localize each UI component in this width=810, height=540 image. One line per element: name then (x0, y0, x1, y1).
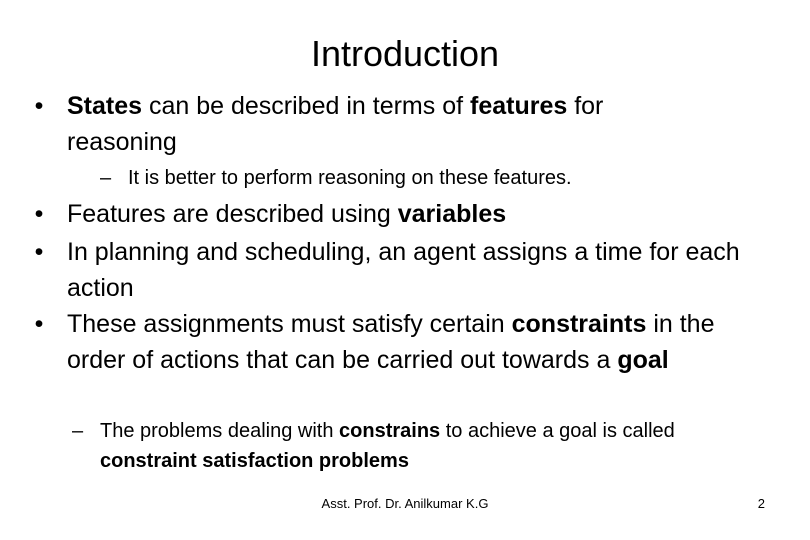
bullet-marker: • (34, 92, 44, 120)
bullet-item (34, 196, 767, 232)
bullet-text: In planning and scheduling, an agent assigns a time for each action (67, 238, 740, 302)
bullet-text: Features are described using (67, 200, 398, 228)
slide-title: Introduction (310, 33, 500, 74)
sub-bullet-text-bold: constraint satisfaction problems (100, 450, 409, 472)
sub-bullet-text: The problems dealing with (100, 420, 340, 442)
bullet-text: can be described in terms of (142, 92, 470, 120)
bullet-item (34, 88, 707, 160)
bullet-item (34, 234, 767, 306)
bullet-marker: • (34, 238, 44, 266)
sub-bullet-marker: – (72, 420, 84, 442)
bullet-text-bold: features (470, 92, 568, 120)
sub-bullet-text: to achieve a goal is called (440, 420, 675, 442)
bullet-text-bold: variables (397, 200, 507, 228)
footer-author: Asst. Prof. Dr. Anilkumar K.G (321, 496, 489, 511)
page-number: 2 (757, 496, 765, 511)
bullet-marker: • (34, 200, 44, 228)
sub-bullet-text-bold: constrains (339, 420, 441, 442)
bullet-item (34, 306, 767, 378)
sub-bullet-item (100, 163, 748, 193)
sub-bullet-text: It is better to perform reasoning on these features. (128, 167, 572, 189)
bullet-text: for reasoning (67, 92, 604, 156)
bullet-text: These assignments must satisfy certain (67, 310, 512, 338)
sub-bullet-item (72, 416, 740, 476)
bullet-text-bold: constraints (511, 310, 647, 338)
bullet-text-bold: States (67, 92, 143, 120)
sub-bullet-marker: – (100, 167, 112, 189)
bullet-text: in the order of actions that can be carried out towards a (67, 310, 715, 374)
bullet-text-bold: goal (617, 346, 669, 374)
bullet-marker: • (34, 310, 44, 338)
